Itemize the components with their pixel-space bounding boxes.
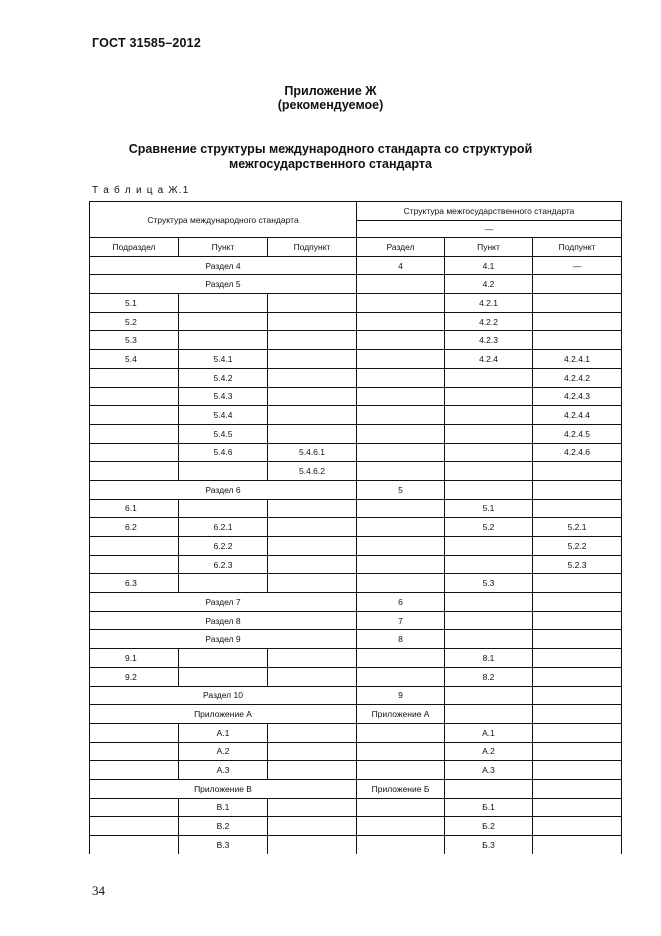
table-cell — [268, 667, 357, 686]
table-cell — [268, 331, 357, 350]
table-cell: 5.4.6 — [179, 443, 268, 462]
table-cell — [445, 537, 533, 556]
table-cell: Раздел 10 — [90, 686, 357, 705]
table-cell — [268, 294, 357, 313]
appendix-status: (рекомендуемое) — [277, 98, 384, 112]
table-cell — [268, 518, 357, 537]
column-header-row — [90, 238, 622, 257]
table-cell — [357, 368, 445, 387]
table-row — [90, 836, 622, 854]
document-code: ГОСТ 31585–2012 — [92, 36, 201, 50]
appendix-title: Приложение Ж — [284, 84, 377, 98]
table-cell — [268, 836, 357, 854]
table-cell — [179, 499, 268, 518]
table-cell: 5.1 — [90, 294, 179, 313]
table-cell — [268, 537, 357, 556]
table-cell — [357, 836, 445, 854]
table-row — [90, 742, 622, 761]
table-cell: В.3 — [179, 836, 268, 854]
table-cell — [357, 742, 445, 761]
table-cell — [533, 742, 622, 761]
table-cell — [268, 406, 357, 425]
table-cell: А.3 — [445, 761, 533, 780]
table-cell: 9.1 — [90, 649, 179, 668]
column-header: Пункт — [179, 238, 268, 257]
table-cell: В.2 — [179, 817, 268, 836]
table-cell — [533, 817, 622, 836]
table-cell: 6.2.2 — [179, 537, 268, 556]
table-cell — [90, 723, 179, 742]
table-row — [90, 667, 622, 686]
table-cell — [357, 294, 445, 313]
table-cell: Б.2 — [445, 817, 533, 836]
table-row — [90, 705, 622, 724]
table-row — [90, 443, 622, 462]
table-cell: 4 — [357, 256, 445, 275]
table-row — [90, 761, 622, 780]
table-cell — [445, 387, 533, 406]
column-header: Раздел — [357, 238, 445, 257]
table-cell — [533, 649, 622, 668]
table-cell: Б.3 — [445, 836, 533, 854]
table-cell — [533, 275, 622, 294]
table-row — [90, 312, 622, 331]
table-cell — [90, 798, 179, 817]
table-cell: 5.2.2 — [533, 537, 622, 556]
table-cell: 5.4.6.2 — [268, 462, 357, 481]
table-cell — [90, 836, 179, 854]
table-cell — [445, 462, 533, 481]
table-cell — [533, 611, 622, 630]
table-cell — [90, 424, 179, 443]
table-cell — [268, 742, 357, 761]
group-header-row — [90, 202, 622, 221]
table-cell: 5.3 — [445, 574, 533, 593]
interstate-structure-header: Структура межгосударственного стандарта — [357, 202, 622, 221]
table-cell — [357, 649, 445, 668]
table-cell — [90, 443, 179, 462]
section-heading-line-1: Сравнение структуры международного стандарта со структурой — [128, 142, 533, 156]
table-cell: 5.4.1 — [179, 350, 268, 369]
table-cell — [90, 387, 179, 406]
table-cell: Раздел 8 — [90, 611, 357, 630]
international-structure-header: Структура международного стандарта — [90, 202, 357, 238]
table-cell — [268, 817, 357, 836]
table-cell: Раздел 7 — [90, 593, 357, 612]
table-cell — [533, 593, 622, 612]
table-cell: 8.1 — [445, 649, 533, 668]
table-cell: В.1 — [179, 798, 268, 817]
table-cell: 6.2 — [90, 518, 179, 537]
table-cell — [533, 574, 622, 593]
table-row — [90, 649, 622, 668]
table-cell: Раздел 4 — [90, 256, 357, 275]
table-cell — [90, 368, 179, 387]
table-cell — [90, 462, 179, 481]
table-cell: 4.2.4.3 — [533, 387, 622, 406]
table-cell — [357, 462, 445, 481]
table-cell — [268, 350, 357, 369]
table-row — [90, 593, 622, 612]
table-cell — [268, 761, 357, 780]
interstate-dash: — — [357, 221, 622, 238]
table-cell — [179, 462, 268, 481]
table-cell: 4.2.3 — [445, 331, 533, 350]
table-cell — [533, 630, 622, 649]
table-cell — [179, 667, 268, 686]
table-cell — [357, 723, 445, 742]
table-cell: Приложение А — [357, 705, 445, 724]
table-row — [90, 798, 622, 817]
table-cell — [445, 611, 533, 630]
table-cell: 4.2.2 — [445, 312, 533, 331]
table-row — [90, 723, 622, 742]
table-cell: 4.2.4 — [445, 350, 533, 369]
table-row — [90, 387, 622, 406]
table-cell — [445, 480, 533, 499]
table-cell — [533, 499, 622, 518]
table-cell: 9 — [357, 686, 445, 705]
table-row — [90, 630, 622, 649]
table-row — [90, 499, 622, 518]
table-row — [90, 275, 622, 294]
table-cell: 9.2 — [90, 667, 179, 686]
table-cell — [268, 499, 357, 518]
table-row — [90, 462, 622, 481]
table-cell: 5.1 — [445, 499, 533, 518]
table-cell — [357, 761, 445, 780]
table-row — [90, 368, 622, 387]
table-cell — [268, 368, 357, 387]
table-cell — [533, 798, 622, 817]
table-cell — [445, 555, 533, 574]
table-cell — [533, 686, 622, 705]
table-cell — [179, 294, 268, 313]
column-header: Подраздел — [90, 238, 179, 257]
table-row — [90, 817, 622, 836]
table-cell: 5.2 — [90, 312, 179, 331]
table-cell: А.1 — [179, 723, 268, 742]
table-cell: 6.2.3 — [179, 555, 268, 574]
table-row — [90, 424, 622, 443]
table-cell: 5.4 — [90, 350, 179, 369]
table-cell: А.1 — [445, 723, 533, 742]
table-cell: 4.2.4.4 — [533, 406, 622, 425]
table-cell — [533, 462, 622, 481]
table-cell: Приложение А — [90, 705, 357, 724]
table-cell — [357, 350, 445, 369]
table-cell: 6 — [357, 593, 445, 612]
table-cell: 4.2.4.2 — [533, 368, 622, 387]
table-cell: 5.4.3 — [179, 387, 268, 406]
table-cell — [357, 331, 445, 350]
table-cell — [533, 836, 622, 854]
column-header: Пункт — [445, 238, 533, 257]
table-cell: Раздел 9 — [90, 630, 357, 649]
table-cell — [445, 443, 533, 462]
table-cell: 6.3 — [90, 574, 179, 593]
table-cell — [357, 387, 445, 406]
table-cell: Б.1 — [445, 798, 533, 817]
table-cell — [445, 705, 533, 724]
table-cell — [357, 443, 445, 462]
table-cell: А.3 — [179, 761, 268, 780]
table-cell — [90, 555, 179, 574]
table-cell: 5.4.2 — [179, 368, 268, 387]
table-cell — [533, 331, 622, 350]
table-row — [90, 294, 622, 313]
table-cell — [533, 312, 622, 331]
table-row — [90, 537, 622, 556]
table-cell — [268, 387, 357, 406]
table-cell — [90, 406, 179, 425]
table-cell: Раздел 5 — [90, 275, 357, 294]
table-cell — [357, 312, 445, 331]
comparison-table — [89, 201, 622, 854]
table-cell — [357, 817, 445, 836]
table-cell: 4.2.4.1 — [533, 350, 622, 369]
table-cell: Приложение Б — [357, 779, 445, 798]
section-heading-line-2: межгосударственного стандарта — [229, 157, 432, 171]
table-cell: 5.4.5 — [179, 424, 268, 443]
table-cell — [357, 518, 445, 537]
table-cell: 4.1 — [445, 256, 533, 275]
table-cell — [179, 649, 268, 668]
table-cell: 8 — [357, 630, 445, 649]
table-cell — [445, 424, 533, 443]
table-cell — [445, 368, 533, 387]
table-cell: 5.4.4 — [179, 406, 268, 425]
table-cell: — — [533, 256, 622, 275]
table-cell: 4.2 — [445, 275, 533, 294]
table-cell: 6.1 — [90, 499, 179, 518]
table-cell — [445, 779, 533, 798]
table-cell — [533, 705, 622, 724]
table-cell: 5.2.3 — [533, 555, 622, 574]
table-cell — [357, 275, 445, 294]
table-cell: 4.2.4.6 — [533, 443, 622, 462]
table-cell — [268, 574, 357, 593]
table-row — [90, 779, 622, 798]
table-cell — [90, 537, 179, 556]
table-cell — [179, 312, 268, 331]
table-cell — [90, 817, 179, 836]
table-cell — [268, 649, 357, 668]
table-cell — [268, 424, 357, 443]
table-cell — [179, 574, 268, 593]
table-cell — [533, 761, 622, 780]
table-row — [90, 555, 622, 574]
table-cell — [445, 406, 533, 425]
table-cell — [357, 555, 445, 574]
column-header: Подпункт — [533, 238, 622, 257]
table-cell — [268, 798, 357, 817]
table-cell — [357, 667, 445, 686]
table-cell — [90, 761, 179, 780]
table-row — [90, 350, 622, 369]
table-caption: Т а б л и ц а Ж.1 — [92, 185, 190, 196]
table-row — [90, 331, 622, 350]
table-cell — [357, 499, 445, 518]
table-cell: 4.2.4.5 — [533, 424, 622, 443]
table-cell — [268, 312, 357, 331]
table-cell: 5.2 — [445, 518, 533, 537]
table-cell — [268, 555, 357, 574]
table-cell: 5.2.1 — [533, 518, 622, 537]
table-row — [90, 518, 622, 537]
table-cell — [179, 331, 268, 350]
table-cell — [445, 686, 533, 705]
table-cell: Приложение В — [90, 779, 357, 798]
table-cell — [445, 593, 533, 612]
column-header: Подпункт — [268, 238, 357, 257]
table-cell — [533, 723, 622, 742]
table-row — [90, 686, 622, 705]
table-cell: А.2 — [445, 742, 533, 761]
table-cell: А.2 — [179, 742, 268, 761]
page-number: 34 — [92, 883, 105, 898]
table-cell — [357, 574, 445, 593]
table-row — [90, 256, 622, 275]
table-cell — [357, 798, 445, 817]
table-cell — [90, 742, 179, 761]
table-cell — [533, 294, 622, 313]
table-cell: 5.4.6.1 — [268, 443, 357, 462]
table-cell: Раздел 6 — [90, 480, 357, 499]
table-row — [90, 406, 622, 425]
table-cell — [268, 723, 357, 742]
table-cell: 7 — [357, 611, 445, 630]
table-cell — [533, 779, 622, 798]
table-cell — [533, 480, 622, 499]
table-cell — [357, 424, 445, 443]
table-cell: 6.2.1 — [179, 518, 268, 537]
table-cell: 5 — [357, 480, 445, 499]
table-cell: 8.2 — [445, 667, 533, 686]
table-row — [90, 480, 622, 499]
table-row — [90, 611, 622, 630]
table-cell — [357, 537, 445, 556]
table-cell — [357, 406, 445, 425]
table-cell — [533, 667, 622, 686]
table-cell: 5.3 — [90, 331, 179, 350]
table-cell — [445, 630, 533, 649]
table-cell: 4.2.1 — [445, 294, 533, 313]
table-row — [90, 574, 622, 593]
